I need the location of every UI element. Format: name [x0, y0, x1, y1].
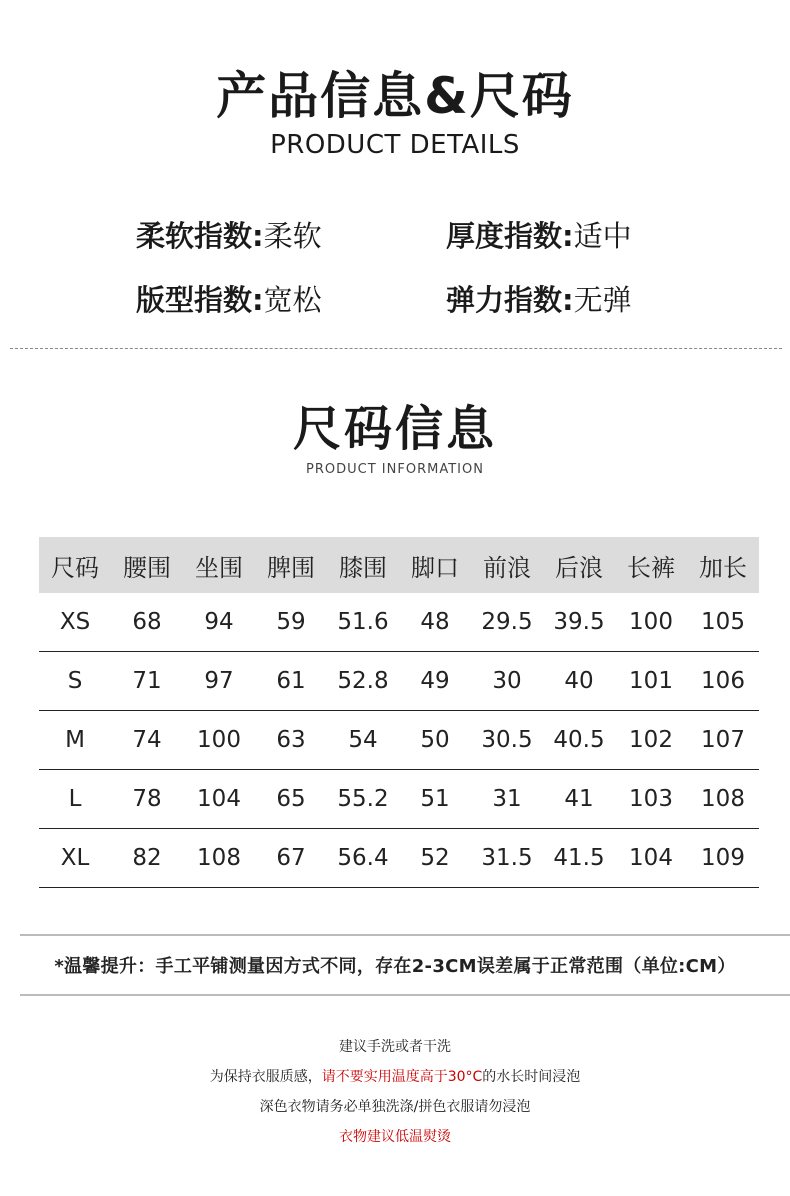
- table-cell: 104: [197, 786, 241, 812]
- table-cell: 50: [420, 727, 450, 753]
- table-cell: 78: [132, 786, 162, 812]
- table-cell: 56.4: [337, 845, 389, 871]
- table-header-cell: 加长: [699, 553, 747, 582]
- care-line-ironing: 衣物建议低温熨烫: [339, 1129, 451, 1145]
- spec-fit-label: 版型指数:: [136, 283, 264, 317]
- spec-thickness-label: 厚度指数:: [446, 219, 574, 253]
- table-cell: 31.5: [481, 845, 533, 871]
- spec-thickness: [446, 214, 632, 255]
- care-line-wash: 建议手洗或者干洗: [339, 1039, 451, 1055]
- table-cell: 74: [132, 727, 162, 753]
- table-cell: 55.2: [337, 786, 389, 812]
- care-temp-prefix: 为保持衣服质感，: [209, 1069, 322, 1085]
- tip-top-border: [20, 934, 790, 936]
- section-divider: [10, 348, 782, 349]
- page-subtitle: PRODUCT DETAILS: [270, 130, 520, 160]
- table-row: [39, 593, 759, 652]
- table-header-cell: 脾围: [267, 553, 315, 582]
- table-cell: 51.6: [337, 609, 389, 635]
- table-cell: 39.5: [553, 609, 605, 635]
- table-size-cell: XL: [60, 845, 90, 871]
- table-cell: 48: [420, 609, 450, 635]
- table-cell: 100: [197, 727, 241, 753]
- size-section-subtitle: PRODUCT INFORMATION: [306, 462, 484, 477]
- table-cell: 94: [204, 609, 234, 635]
- table-header-cell: 腰围: [123, 553, 171, 582]
- table-cell: 30: [492, 668, 522, 694]
- table-header-cell: 坐围: [195, 553, 243, 582]
- care-temp-suffix: 的水长时间浸泡: [482, 1069, 581, 1085]
- table-cell: 109: [701, 845, 745, 871]
- care-line-temperature: [0, 1066, 790, 1086]
- measurement-tip: *温馨提升：手工平铺测量因方式不同，存在2-3CM误差属于正常范围（单位:CM）: [54, 956, 736, 977]
- spec-softness-value: 柔软: [263, 219, 322, 253]
- table-header-cell: 膝围: [339, 553, 387, 582]
- table-cell: 65: [276, 786, 306, 812]
- table-cell: 97: [204, 668, 234, 694]
- table-cell: 41: [564, 786, 594, 812]
- table-cell: 105: [701, 609, 745, 635]
- table-cell: 31: [492, 786, 522, 812]
- table-cell: 100: [629, 609, 673, 635]
- tip-bottom-border: [20, 994, 790, 996]
- table-cell: 41.5: [553, 845, 605, 871]
- spec-elasticity-label: 弹力指数:: [446, 283, 574, 317]
- spec-elasticity: [446, 278, 632, 319]
- care-line-color: 深色衣物请务必单独洗涤/拼色衣服请勿浸泡: [259, 1099, 531, 1115]
- spec-softness-label: 柔软指数:: [136, 219, 264, 253]
- table-cell: 68: [132, 609, 162, 635]
- table-size-cell: XS: [59, 609, 91, 635]
- table-cell: 104: [629, 845, 673, 871]
- table-cell: 67: [276, 845, 306, 871]
- table-cell: 29.5: [481, 609, 533, 635]
- table-row: [39, 652, 759, 711]
- table-size-cell: L: [68, 786, 82, 812]
- table-row: [39, 711, 759, 770]
- table-cell: 63: [276, 727, 306, 753]
- table-cell: 101: [629, 668, 673, 694]
- spec-elasticity-value: 无弹: [573, 283, 632, 317]
- table-header-cell: 尺码: [51, 553, 99, 582]
- table-header-cell: 前浪: [483, 553, 531, 582]
- table-cell: 59: [276, 609, 306, 635]
- table-cell: 49: [420, 668, 450, 694]
- spec-fit-value: 宽松: [263, 283, 322, 317]
- spec-fit: [136, 278, 322, 319]
- table-cell: 71: [132, 668, 162, 694]
- size-table: [39, 537, 759, 888]
- table-cell: 103: [629, 786, 673, 812]
- spec-thickness-value: 适中: [573, 219, 632, 253]
- table-header-cell: 后浪: [555, 553, 603, 582]
- table-cell: 40: [564, 668, 594, 694]
- table-cell: 61: [276, 668, 306, 694]
- table-cell: 102: [629, 727, 673, 753]
- table-header-cell: 长裤: [627, 553, 675, 582]
- table-cell: 108: [197, 845, 241, 871]
- table-cell: 40.5: [553, 727, 605, 753]
- table-cell: 107: [701, 727, 745, 753]
- table-header-row: [39, 537, 759, 593]
- table-cell: 30.5: [481, 727, 533, 753]
- table-size-cell: S: [67, 668, 83, 694]
- table-header-cell: 脚口: [411, 553, 459, 582]
- care-temp-warning: 请不要实用温度高于30°C: [321, 1069, 483, 1085]
- spec-softness: [136, 214, 322, 255]
- table-cell: 51: [420, 786, 450, 812]
- table-size-cell: M: [65, 727, 85, 753]
- table-row: [39, 829, 759, 888]
- table-cell: 82: [132, 845, 162, 871]
- table-cell: 108: [701, 786, 745, 812]
- table-cell: 106: [701, 668, 745, 694]
- size-section-title: 尺码信息: [292, 401, 497, 457]
- table-row: [39, 770, 759, 829]
- table-cell: 54: [348, 727, 378, 753]
- table-cell: 52.8: [337, 668, 389, 694]
- table-cell: 52: [420, 845, 450, 871]
- page-title: 产品信息&尺码: [216, 67, 574, 125]
